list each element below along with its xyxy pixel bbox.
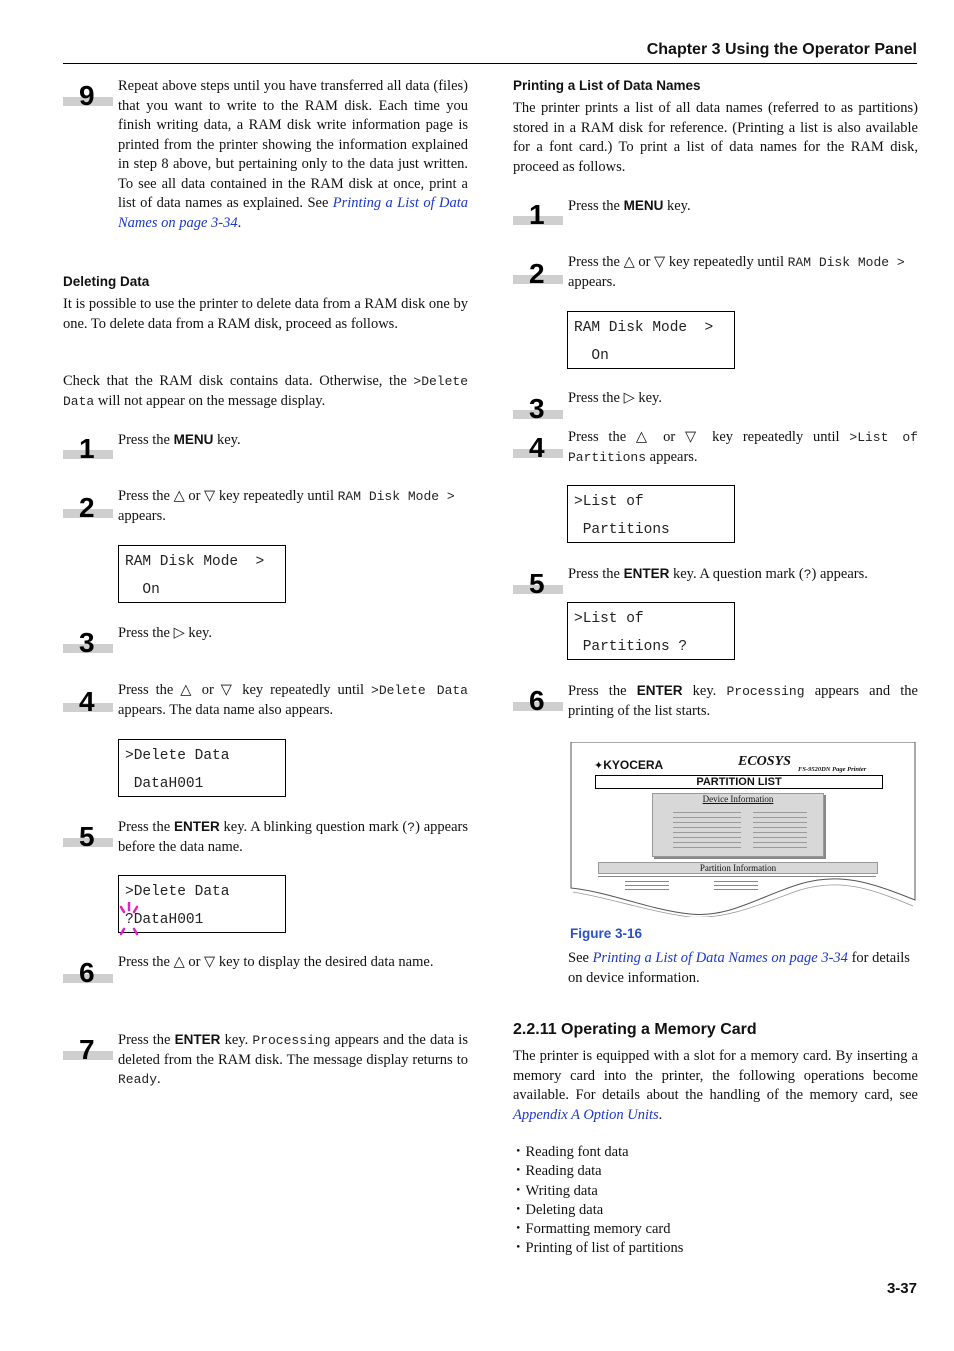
left-step-1-text: Press the MENU key. (118, 432, 241, 448)
left-step-7-number: 7 (63, 1030, 113, 1060)
right-step-4-text: Press the △ or ▽ key repeatedly until >List of Partitions appears. (568, 429, 918, 465)
step-9-text: Repeat above steps until you have transferred all data (files) that you want to write to the RAM disk. Each time you finish writing data, a RAM disk write information page is printed from the printer showing the information explained in step 8 above, but pertaining only to the data just written. To see all data contained in the RAM disk at once, print a list of data names as explained. See Printing a List of Data Names on page 3-34. (118, 78, 468, 231)
memory-card-text: The printer is equipped with a slot for a memory card. By inserting a memory card into the printer, the following operations become available. For details about the handling of the memory card, see Appendix A Option Units. (513, 1048, 918, 1123)
link-appendix-a[interactable]: Appendix A Option Units (513, 1106, 659, 1123)
list-item: ・ Reading font data (511, 1143, 911, 1162)
left-step-3-text: Press the ▷ key. (118, 625, 212, 641)
right-step-6-text: Press the ENTER key. Processing appears and the printing of the list starts. (568, 683, 918, 719)
left-step-4-text: Press the △ or ▽ key repeatedly until >Delete Data appears. The data name also appears. (118, 682, 468, 718)
step-9-number: 9 (63, 76, 113, 106)
link-printing-list-2[interactable]: Printing a List of Data Names on page 3-34 (592, 950, 848, 966)
header-rule (63, 63, 917, 64)
partition-list-title: PARTITION LIST (595, 775, 883, 789)
memory-card-operations-list (511, 1143, 911, 1259)
right-lcd-ram-disk: RAM Disk Mode > On (567, 311, 735, 369)
deleting-intro: It is possible to use the printer to delete data from a RAM disk one by one. To delete data from a RAM disk, proceed as follows. (63, 296, 468, 332)
ecosys-logo: ECOSYS (738, 754, 791, 769)
left-step-7-text: Press the ENTER key. Processing appears and the data is deleted from the RAM disk. The message display returns to Ready. (118, 1032, 468, 1087)
device-info-lines-right (753, 808, 807, 850)
right-step-5-text: Press the ENTER key. A question mark (?) appears. (568, 566, 868, 582)
right-step-3-number: 3 (513, 389, 563, 419)
left-step-6-number: 6 (63, 953, 113, 983)
right-step-2-number: 2 (513, 254, 563, 284)
right-step-3-text: Press the ▷ key. (568, 390, 662, 406)
figure-caption: Figure 3-16 (570, 926, 643, 941)
partition-rule (598, 876, 876, 877)
list-item: ・ Formatting memory card (511, 1220, 911, 1239)
partition-lines-left (625, 878, 669, 892)
page-number: 3-37 (886, 1280, 917, 1297)
right-step-1-text: Press the MENU key. (568, 198, 691, 214)
left-lcd-delete-data: >Delete Data DataH001 (118, 739, 286, 797)
blink-indicator-icon (117, 902, 143, 936)
kyocera-logo: ✦KYOCERA (594, 758, 664, 772)
printing-list-intro: The printer prints a list of all data names (referred to as partitions) stored in a RAM disk for reference. (Printing a list is also available for a font card.) To print a list of data names for the RAM disk, proceed as follows. (513, 100, 918, 175)
left-step-6-text: Press the △ or ▽ key to display the desired data name. (118, 954, 434, 970)
printer-model: FS-9520DN Page Printer (798, 766, 867, 773)
right-step-6-number: 6 (513, 681, 563, 711)
link-printing-list[interactable]: Printing a List of Data Names on page 3-34 (118, 195, 468, 231)
printing-list-heading: Printing a List of Data Names (513, 78, 701, 93)
left-lcd-ram-disk: RAM Disk Mode > On (118, 545, 286, 603)
left-lcd-delete-data-blink: >Delete Data ?DataH001 (118, 875, 286, 933)
see-details-text: See Printing a List of Data Names on page 3-34 for details on device information. (568, 950, 910, 986)
left-step-4-number: 4 (63, 682, 113, 712)
right-step-5-number: 5 (513, 564, 563, 594)
partition-lines-right (714, 878, 758, 892)
left-step-2-number: 2 (63, 488, 113, 518)
right-step-2-text: Press the △ or ▽ key repeatedly until RAM Disk Mode > appears. (568, 254, 905, 290)
device-info-box: Device Information (652, 793, 824, 857)
left-step-2-text: Press the △ or ▽ key repeatedly until RAM Disk Mode > appears. (118, 488, 455, 524)
right-step-1-number: 1 (513, 195, 563, 225)
list-item: ・ Reading data (511, 1162, 911, 1181)
deleting-data-heading: Deleting Data (63, 274, 150, 289)
right-lcd-list-partitions-question: >List of Partitions ? (567, 602, 735, 660)
deleting-check: Check that the RAM disk contains data. Otherwise, the >Delete Data will not appear on the message display. (63, 373, 468, 409)
right-lcd-list-partitions: >List of Partitions (567, 485, 735, 543)
left-step-3-number: 3 (63, 623, 113, 653)
left-step-5-number: 5 (63, 817, 113, 847)
partition-list-figure (570, 742, 916, 917)
list-item: ・ Printing of list of partitions (511, 1239, 911, 1258)
list-item: ・ Writing data (511, 1182, 911, 1201)
memory-card-heading: 2.2.11 Operating a Memory Card (513, 1021, 757, 1038)
left-step-5-text: Press the ENTER key. A blinking question mark (?) appears before the data name. (118, 819, 468, 855)
chapter-title: Chapter 3 Using the Operator Panel (646, 41, 917, 58)
left-step-1-number: 1 (63, 429, 113, 459)
device-info-lines-left (673, 808, 741, 850)
list-item: ・ Deleting data (511, 1201, 911, 1220)
partition-info-bar: Partition Information (598, 862, 878, 874)
right-step-4-number: 4 (513, 428, 563, 458)
